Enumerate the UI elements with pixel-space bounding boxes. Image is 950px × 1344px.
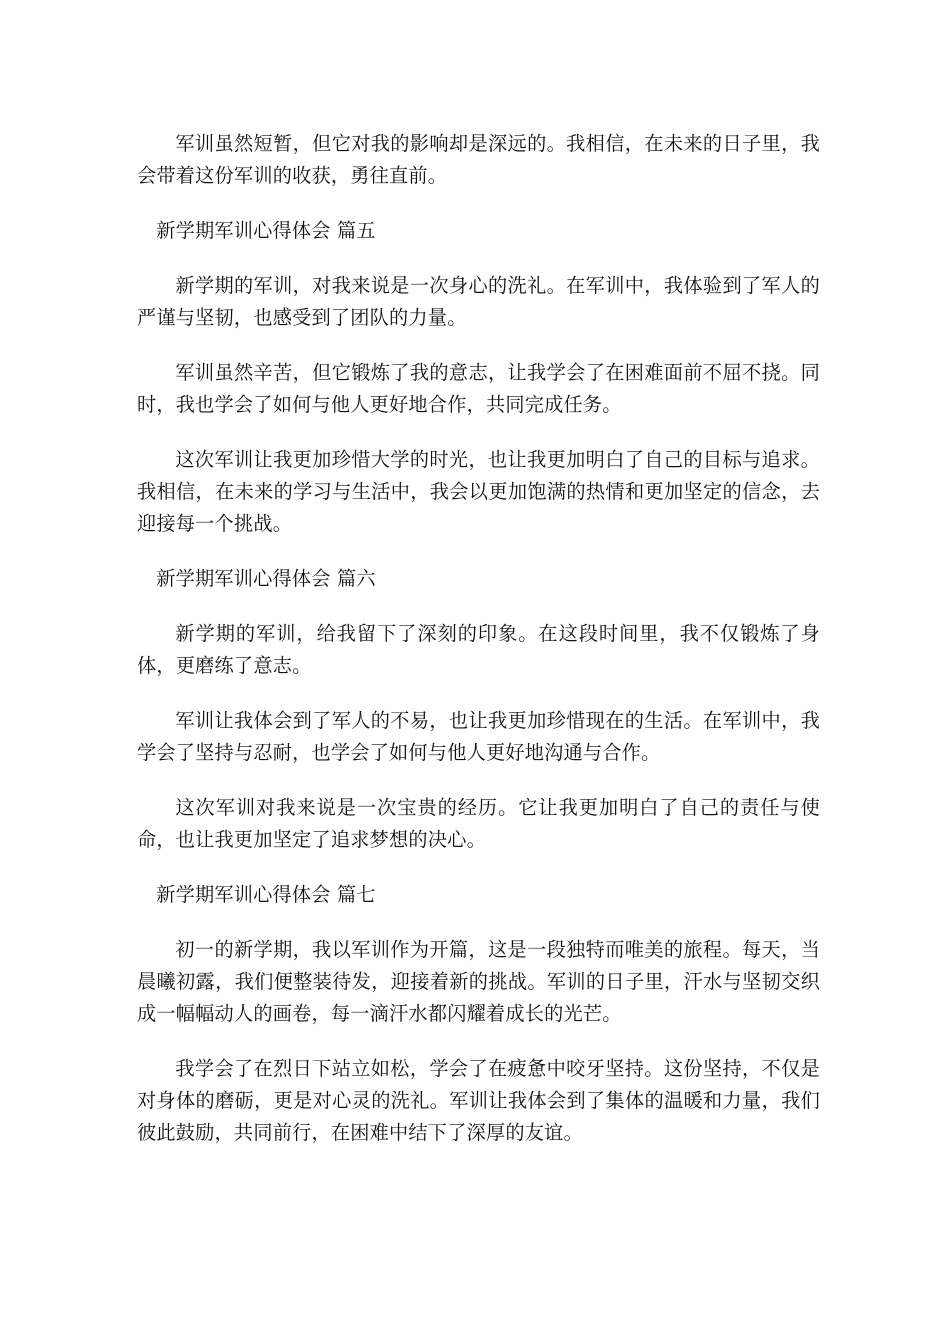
paragraph: 军训让我体会到了军人的不易，也让我更加珍惜现在的生活。在军训中，我学会了坚持与忍耐，也学会了如何与他人更好地沟通与合作。 bbox=[137, 709, 820, 764]
section-heading: 新学期军训心得体会 篇六 bbox=[156, 567, 376, 590]
paragraph: 新学期的军训，对我来说是一次身心的洗礼。在军训中，我体验到了军人的严谨与坚韧，也感受到了团队的力量。 bbox=[137, 274, 820, 329]
paragraph: 这次军训让我更加珍惜大学的时光，也让我更加明白了自己的目标与追求。我相信，在未来的学习与生活中，我会以更加饱满的热情和更加坚定的信念，去迎接每一个挑战。 bbox=[137, 448, 820, 535]
paragraph: 军训虽然辛苦，但它锻炼了我的意志，让我学会了在困难面前不屈不挠。同时，我也学会了如何与他人更好地合作，共同完成任务。 bbox=[137, 361, 820, 416]
section-heading: 新学期军训心得体会 篇五 bbox=[156, 219, 376, 242]
paragraph: 这次军训对我来说是一次宝贵的经历。它让我更加明白了自己的责任与使命，也让我更加坚定了追求梦想的决心。 bbox=[137, 796, 820, 851]
paragraph: 我学会了在烈日下站立如松，学会了在疲惫中咬牙坚持。这份坚持，不仅是对身体的磨砺，更是对心灵的洗礼。军训让我体会到了集体的温暖和力量，我们彼此鼓励，共同前行，在困难中结下了深厚的友谊。 bbox=[137, 1057, 820, 1144]
section-heading: 新学期军训心得体会 篇七 bbox=[156, 883, 376, 906]
paragraph: 军训虽然短暂，但它对我的影响却是深远的。我相信，在未来的日子里，我会带着这份军训的收获，勇往直前。 bbox=[137, 132, 820, 187]
paragraph: 新学期的军训，给我留下了深刻的印象。在这段时间里，我不仅锻炼了身体，更磨练了意志。 bbox=[137, 622, 820, 677]
paragraph: 初一的新学期，我以军训作为开篇，这是一段独特而唯美的旅程。每天，当晨曦初露，我们便整装待发，迎接着新的挑战。军训的日子里，汗水与坚韧交织成一幅幅动人的画卷，每一滴汗水都闪耀着成长的光芒。 bbox=[137, 938, 820, 1025]
